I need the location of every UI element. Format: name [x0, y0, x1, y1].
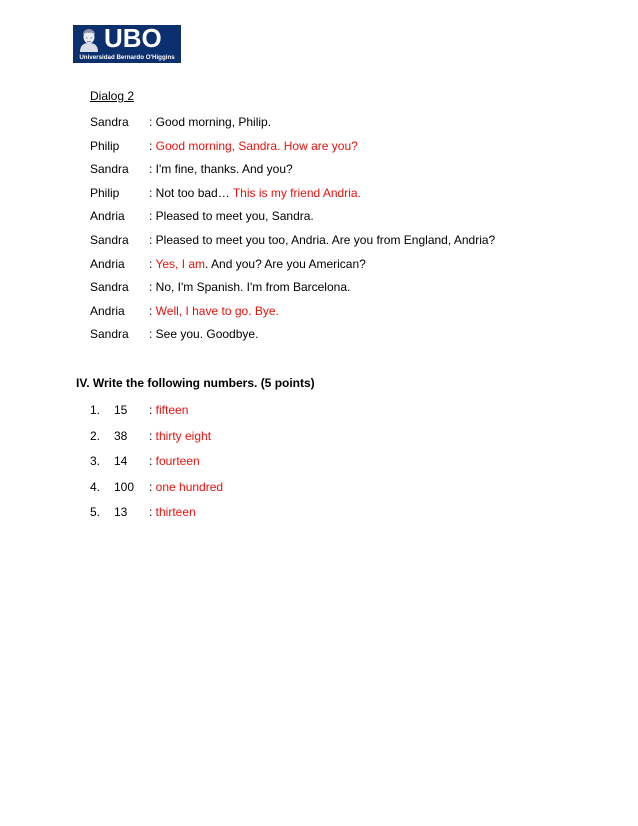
item-number: 15 [114, 403, 128, 417]
line-text: : Pleased to meet you too, Andria. Are you from England, Andria? [149, 233, 496, 247]
item-answer [149, 504, 196, 520]
speaker-name: Andria [90, 303, 125, 318]
item-index: 1. [90, 403, 101, 417]
dialog-line [149, 138, 358, 154]
line-text: : See you. Goodbye. [149, 327, 259, 342]
speaker-name: Sandra [90, 233, 129, 247]
line-text: : [149, 303, 156, 318]
answer-prefix: : [149, 454, 156, 469]
item-answer [149, 402, 188, 418]
item-index: 4. [90, 479, 101, 494]
speaker-name: Andria [90, 256, 125, 271]
speaker-name: Sandra [90, 327, 129, 342]
speaker-name: Sandra [90, 115, 129, 129]
line-text: : Pleased to meet you, Sandra. [149, 209, 314, 224]
answer-text: thirty eight [155, 428, 212, 443]
speaker-name: Andria [90, 209, 125, 224]
answer-text: thirteen [155, 505, 196, 520]
item-index: 3. [90, 454, 101, 469]
dialog-line [149, 256, 366, 272]
answer-text: fifteen [155, 403, 189, 417]
answer-text: This is my friend Andria. [232, 185, 361, 200]
line-text: : [149, 256, 156, 271]
item-answer [149, 479, 223, 495]
answer-text: fourteen [155, 454, 200, 469]
item-answer [149, 428, 211, 444]
answer-text: one hundred [155, 479, 224, 494]
line-text: : Good morning, Philip. [149, 115, 272, 129]
line-text: : Not too bad… [149, 185, 233, 200]
item-answer [149, 453, 200, 469]
dialog-line [149, 326, 258, 342]
answer-prefix: : [149, 403, 156, 417]
dialog-line [149, 303, 279, 319]
speaker-name: Sandra [90, 162, 129, 177]
portrait-icon [76, 27, 102, 53]
speaker-name: Philip [90, 185, 120, 200]
answer-prefix: : [149, 505, 156, 520]
dialog-title: Dialog 2 [90, 89, 135, 103]
item-index: 5. [90, 505, 101, 520]
dialog-line [149, 114, 271, 130]
line-text: : [149, 138, 156, 153]
item-index: 2. [90, 428, 101, 443]
item-number: 38 [114, 428, 128, 443]
line-text: : I'm fine, thanks. And you? [149, 162, 293, 177]
dialog-line [149, 232, 495, 248]
logo-letters: UBO [104, 25, 162, 53]
answer-text: Good morning, Sandra. How are you? [155, 138, 358, 153]
dialog-line [149, 208, 314, 224]
section-heading: IV. Write the following numbers. (5 points) [76, 376, 315, 390]
speaker-name: Sandra [90, 280, 129, 295]
item-number: 14 [114, 454, 128, 469]
answer-prefix: : [149, 479, 156, 494]
line-text: : No, I'm Spanish. I'm from Barcelona. [149, 280, 351, 295]
dialog-line [149, 161, 293, 177]
university-logo [73, 25, 181, 63]
logo-tagline: Universidad Bernardo O'Higgins [79, 54, 175, 61]
answer-text: Well, I have to go. Bye. [155, 303, 279, 318]
answer-prefix: : [149, 428, 156, 443]
speaker-name: Philip [90, 138, 120, 153]
answer-text: Yes, I am [155, 256, 206, 271]
dialog-line [149, 185, 361, 201]
dialog-line [149, 279, 350, 295]
item-number: 100 [114, 479, 135, 494]
line-text: . And you? Are you American? [205, 256, 366, 271]
item-number: 13 [114, 505, 128, 520]
